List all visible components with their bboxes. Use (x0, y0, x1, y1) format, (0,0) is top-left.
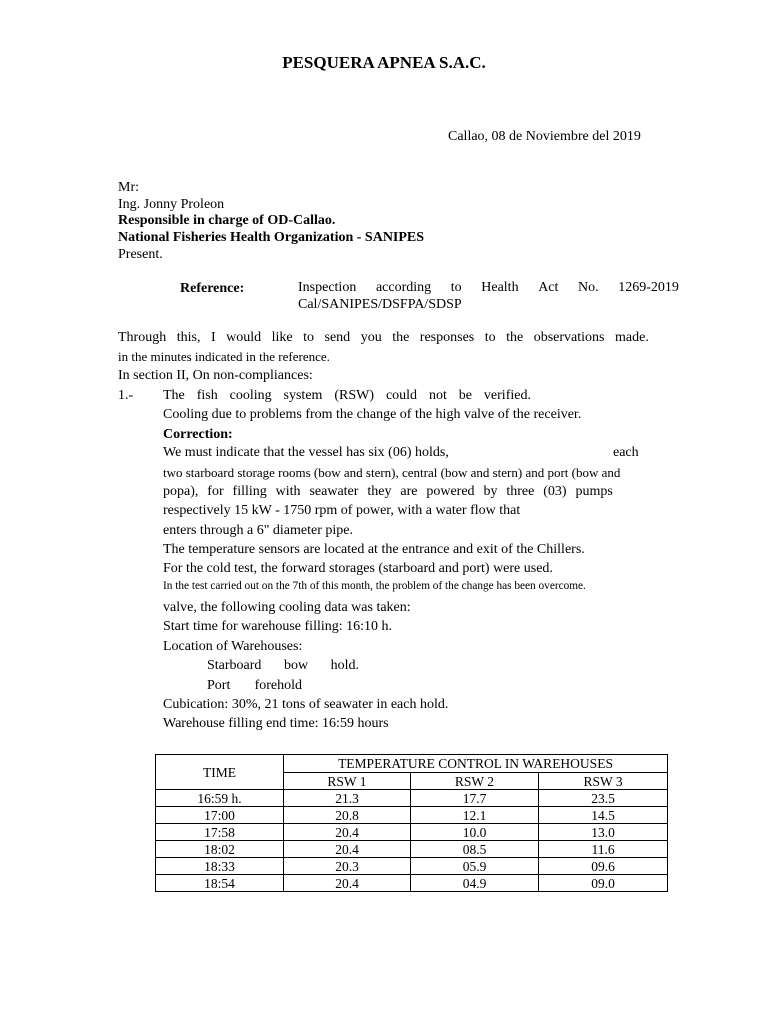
word: not (428, 388, 447, 403)
temperature-cell: 20.4 (284, 841, 411, 858)
reference-line-1 (298, 281, 679, 295)
time-cell: 16:59 h. (156, 790, 284, 807)
time-cell: 18:54 (156, 875, 284, 892)
word: with (275, 484, 301, 499)
word: by (483, 484, 498, 499)
word: the (392, 330, 410, 345)
word: filling (232, 484, 267, 499)
start-time-line: Start time for warehouse filling: 16:10 h. (163, 619, 393, 634)
end-time-line: Warehouse filling end time: 16:59 hours (163, 716, 389, 731)
temperature-cell: 08.5 (411, 841, 539, 858)
word: system (283, 388, 323, 403)
temperature-cell: 04.9 (411, 875, 539, 892)
correction-line-8: In the test carried out on the 7th of this month, the problem of the change has been overcome. (163, 580, 586, 592)
table-row (156, 841, 668, 858)
word: Port (207, 678, 231, 693)
correction-line-4: respectively 15 kW - 1750 rpm of power, with a water flow that (163, 503, 521, 518)
word: for (207, 484, 224, 499)
cubication-line: Cubication: 30%, 21 tons of seawater in each hold. (163, 697, 449, 712)
word: to (303, 330, 315, 345)
temperature-cell: 13.0 (539, 824, 668, 841)
word: they (367, 484, 392, 499)
word: popa), (163, 484, 199, 499)
temperature-cell: 11.6 (539, 841, 668, 858)
word: powered (426, 484, 475, 499)
word: like (271, 330, 293, 345)
word: responses (419, 330, 475, 345)
intro-line-2: in the minutes indicated in the reference. (118, 349, 330, 364)
temperature-cell: 20.8 (284, 807, 411, 824)
temperature-cell: 20.4 (284, 875, 411, 892)
time-cell: 18:02 (156, 841, 284, 858)
time-cell: 17:00 (156, 807, 284, 824)
intro-line (118, 331, 649, 345)
item-observation-line-2: Cooling due to problems from the change of the high valve of the receiver. (163, 407, 582, 422)
table-row (156, 790, 668, 807)
word: hold. (330, 658, 359, 673)
temperature-cell: 21.3 (284, 790, 411, 807)
temperature-cell: 12.1 (411, 807, 539, 824)
temperature-cell: 09.6 (539, 858, 668, 875)
correction-label: Correction: (163, 427, 233, 442)
correction-line-5: enters through a 6" diameter pipe. (163, 523, 353, 538)
company-title: PESQUERA APNEA S.A.C. (282, 53, 486, 72)
word: the (506, 330, 524, 345)
time-cell: 17:58 (156, 824, 284, 841)
table-row (156, 858, 668, 875)
temperature-cell: 17.7 (411, 790, 539, 807)
column-header-rsw1: RSW 1 (284, 773, 411, 790)
word: verified. (483, 388, 531, 403)
recipient-name: Ing. Jonny Proleon (118, 197, 225, 212)
location-starboard (207, 659, 359, 673)
word: cooling (229, 388, 272, 403)
word: three (506, 484, 535, 499)
word: Health (481, 280, 519, 295)
temperature-cell: 14.5 (539, 807, 668, 824)
word: seawater (309, 484, 359, 499)
temperature-cell: 10.0 (411, 824, 539, 841)
location-port (207, 679, 302, 693)
correction-line-3 (163, 485, 613, 499)
word: would (226, 330, 262, 345)
column-header-rsw2: RSW 2 (411, 773, 539, 790)
word: Act (538, 280, 559, 295)
temperature-cell: 05.9 (411, 858, 539, 875)
location-heading: Location of Warehouses: (163, 639, 303, 654)
temperature-table (155, 754, 668, 892)
word: (RSW) (334, 388, 375, 403)
word: made. (615, 330, 649, 345)
temperature-group-header: TEMPERATURE CONTROL IN WAREHOUSES (284, 755, 668, 773)
word: No. (578, 280, 599, 295)
correction-line-2: two starboard storage rooms (bow and stern), central (bow and stern) and port (bow and (163, 465, 621, 480)
word: are (400, 484, 418, 499)
section-line: In section II, On non-compliances: (118, 368, 313, 383)
table-row (156, 824, 668, 841)
word: Inspection (298, 280, 357, 295)
column-header-rsw3: RSW 3 (539, 773, 668, 790)
present-line: Present. (118, 247, 163, 262)
word: (03) (543, 484, 567, 499)
word: bow (283, 658, 309, 673)
table-row (156, 807, 668, 824)
temperature-cell: 20.4 (284, 824, 411, 841)
time-column-header: TIME (156, 755, 284, 790)
word: fish (196, 388, 218, 403)
correction-line-7: For the cold test, the forward storages (starboard and port) were used. (163, 561, 553, 576)
word: according (375, 280, 432, 295)
word: observations (533, 330, 605, 345)
item-number: 1.- (118, 388, 134, 403)
correction-line-1-end: each (613, 445, 639, 460)
temperature-cell: 20.3 (284, 858, 411, 875)
word: pumps (575, 484, 613, 499)
word: send (324, 330, 351, 345)
word: to (450, 280, 462, 295)
date-line: Callao, 08 de Noviembre del 2019 (448, 129, 641, 144)
word: this, (176, 330, 201, 345)
word: The (163, 388, 185, 403)
item-observation-line (163, 389, 531, 403)
correction-line-6: The temperature sensors are located at the entrance and exit of the Chillers. (163, 542, 585, 557)
table-row (156, 875, 668, 892)
word: Through (118, 330, 167, 345)
word: be (458, 388, 472, 403)
word: you (360, 330, 382, 345)
word: Starboard (207, 658, 262, 673)
salutation: Mr: (118, 180, 139, 195)
reference-line-2: Cal/SANIPES/DSFPA/SDSP (298, 297, 462, 312)
reference-label: Reference: (180, 281, 245, 296)
correction-line-1: We must indicate that the vessel has six (06) holds, (163, 445, 449, 460)
word: forehold (254, 678, 302, 693)
time-cell: 18:33 (156, 858, 284, 875)
temperature-cell: 09.0 (539, 875, 668, 892)
word: could (385, 388, 418, 403)
temperature-cell: 23.5 (539, 790, 668, 807)
word: to (484, 330, 496, 345)
word: I (210, 330, 216, 345)
correction-line-9: valve, the following cooling data was taken: (163, 600, 411, 615)
recipient-organization: National Fisheries Health Organization - SANIPES (118, 230, 425, 245)
word: 1269-2019 (618, 280, 679, 295)
recipient-role: Responsible in charge of OD-Callao. (118, 213, 336, 228)
